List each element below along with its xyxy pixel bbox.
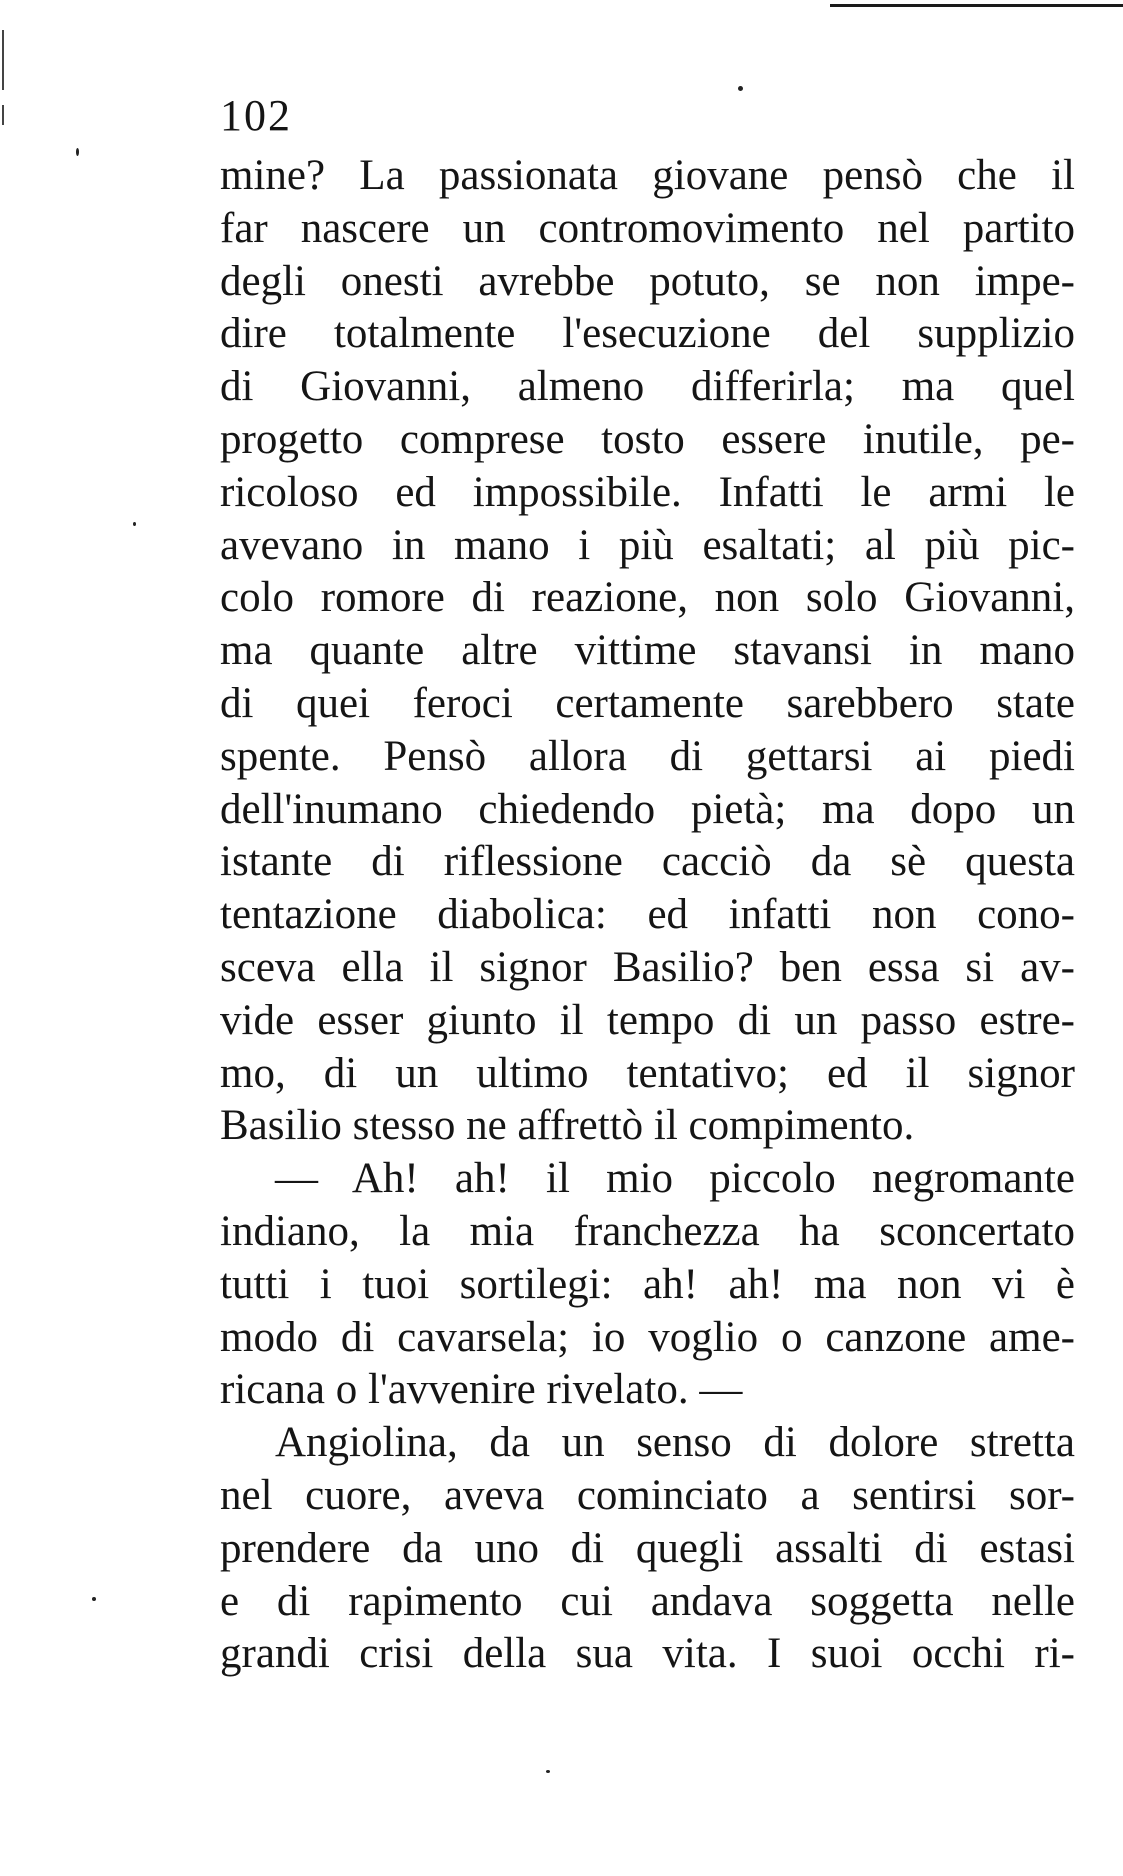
text-line: Angiolina, da un senso di dolore stretta: [275, 1419, 1075, 1467]
text-line: vide esser giunto il tempo di un passo estre-: [220, 996, 1075, 1044]
text-line: degli onesti avrebbe potuto, se non impe-: [220, 257, 1075, 305]
left-edge-mark-lower: [2, 105, 4, 125]
left-edge-mark: [2, 30, 4, 90]
text-line: ricana o l'avvenire rivelato. —: [220, 1366, 743, 1414]
page-number: 102: [220, 91, 292, 140]
body-text: [220, 150, 1075, 1681]
text-line: modo di cavarsela; io voglio o canzone ame-: [220, 1313, 1075, 1361]
text-line: e di rapimento cui andava soggetta nelle: [220, 1577, 1075, 1625]
text-line: Basilio stesso ne affrettò il compimento.: [220, 1102, 915, 1150]
print-speck: [76, 148, 79, 156]
text-line: di quei feroci certamente sarebbero state: [220, 679, 1075, 727]
text-line: grandi crisi della sua vita. I suoi occhi ri-: [220, 1630, 1075, 1678]
text-line: colo romore di reazione, non solo Giovanni,: [220, 574, 1075, 622]
print-speck: [546, 1770, 550, 1773]
text-line: prendere da uno di quegli assalti di estasi: [220, 1524, 1075, 1572]
print-speck: [738, 86, 743, 91]
text-line: di Giovanni, almeno differirla; ma quel: [220, 363, 1075, 411]
text-line: avevano in mano i più esaltati; al più pic-: [220, 521, 1075, 569]
text-line: tentazione diabolica: ed infatti non cono-: [220, 891, 1075, 939]
top-edge-rule: [830, 4, 1123, 7]
text-line: sceva ella il signor Basilio? ben essa si av-: [220, 943, 1075, 991]
text-line: mo, di un ultimo tentativo; ed il signor: [220, 1049, 1075, 1097]
text-line: far nascere un contromovimento nel partito: [220, 204, 1075, 252]
text-line: progetto comprese tosto essere inutile, pe-: [220, 415, 1075, 463]
text-line: dire totalmente l'esecuzione del supplizio: [220, 310, 1075, 358]
text-line: spente. Pensò allora di gettarsi ai piedi: [220, 732, 1075, 780]
text-line: istante di riflessione cacciò da sè questa: [220, 838, 1075, 886]
text-line: indiano, la mia franchezza ha sconcertato: [220, 1207, 1075, 1255]
text-line: ma quante altre vittime stavansi in mano: [220, 627, 1075, 675]
print-speck: [133, 522, 136, 526]
text-line: tutti i tuoi sortilegi: ah! ah! ma non vi è: [220, 1260, 1075, 1308]
print-speck: [92, 1597, 96, 1601]
text-line: — Ah! ah! il mio piccolo negromante: [275, 1155, 1075, 1203]
text-line: nel cuore, aveva cominciato a sentirsi sor-: [220, 1471, 1075, 1519]
text-line: dell'inumano chiedendo pietà; ma dopo un: [220, 785, 1075, 833]
text-line: mine? La passionata giovane pensò che il: [220, 152, 1075, 199]
text-line: ricoloso ed impossibile. Infatti le armi le: [220, 468, 1075, 516]
